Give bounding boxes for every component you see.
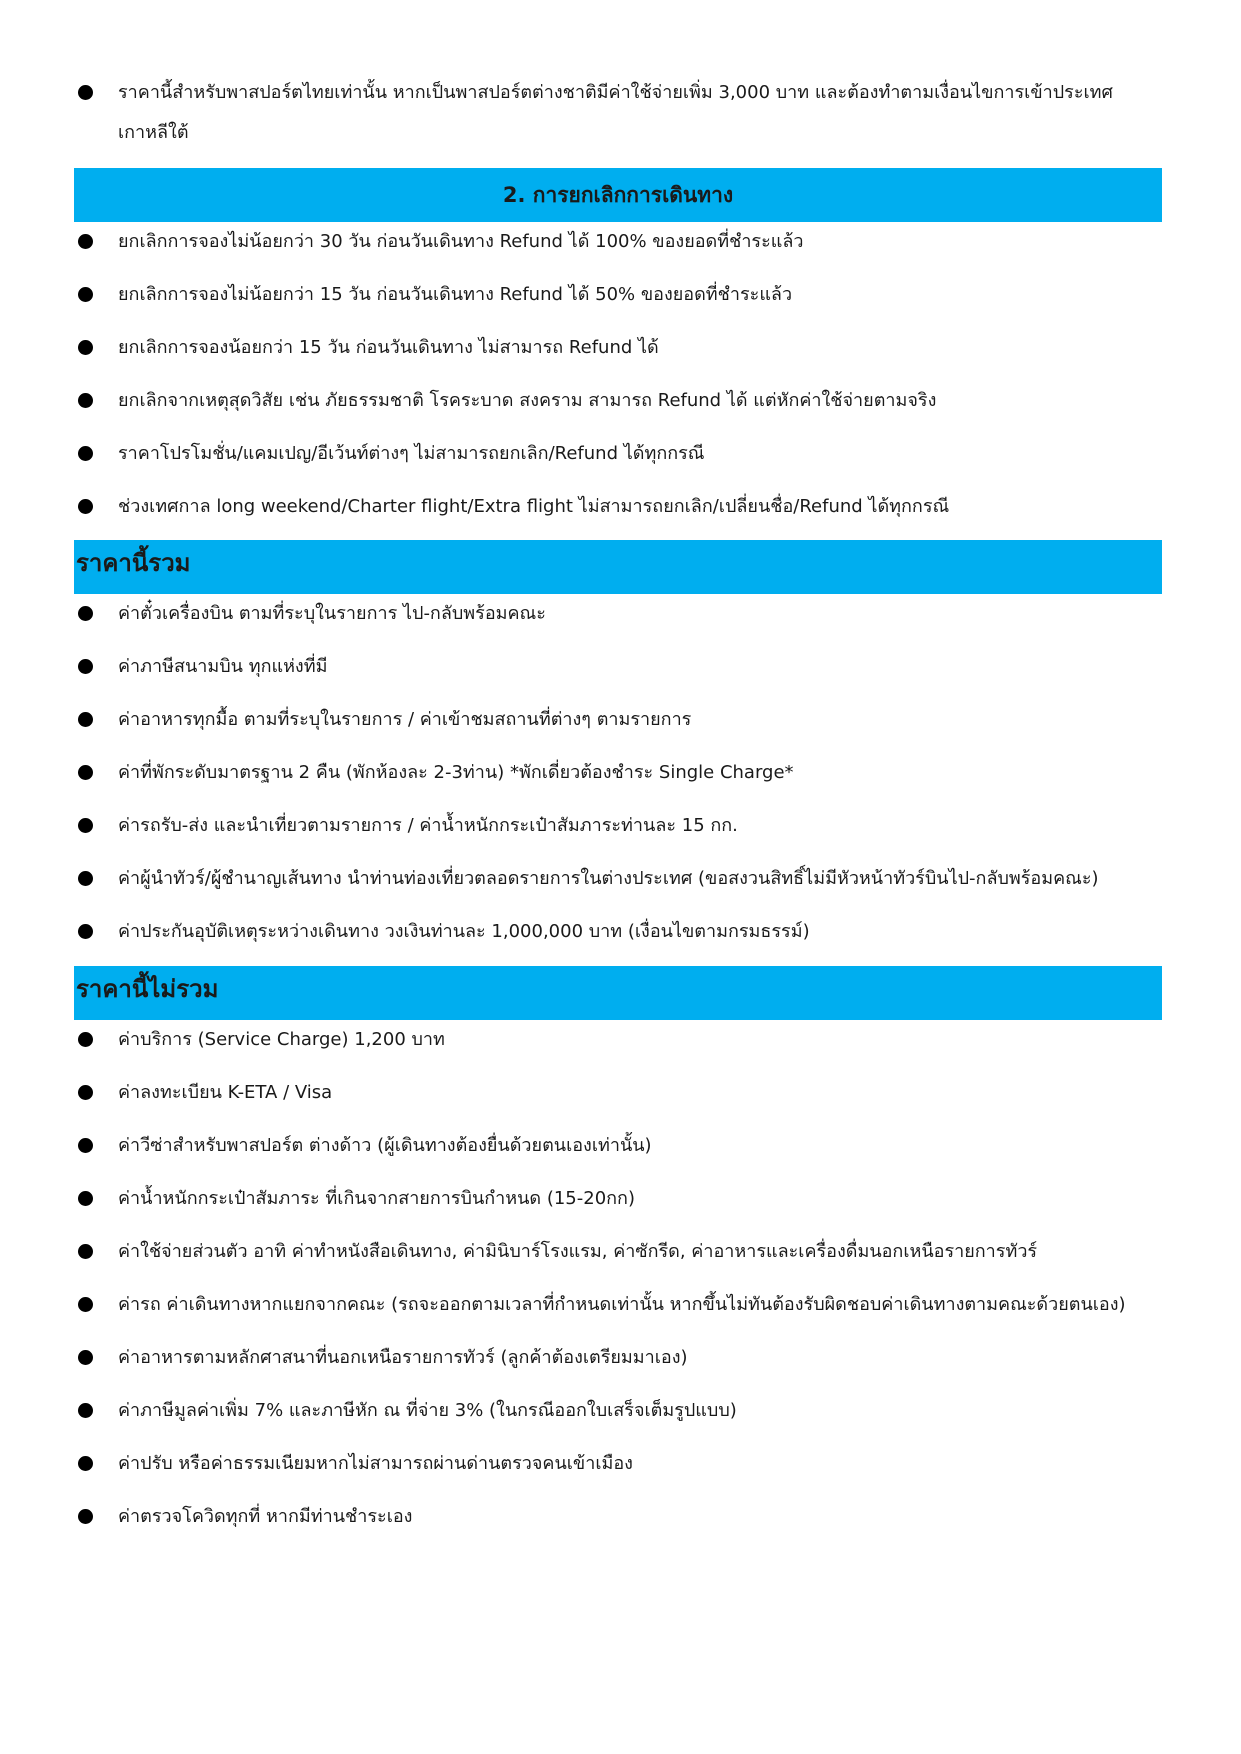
bullet-icon	[78, 234, 93, 249]
cancel-item	[78, 328, 1168, 368]
included-heading: ราคานี้รวม	[76, 549, 191, 577]
bullet-icon	[78, 499, 93, 514]
bullet-icon	[78, 287, 93, 302]
bullet-icon	[78, 340, 93, 355]
excluded-section-header	[74, 966, 1162, 1020]
included-item	[78, 700, 1168, 740]
bullet-icon	[78, 1456, 93, 1471]
excluded-item-text: ค่าปรับ หรือค่าธรรมเนียมหากไม่สามารถผ่านด่านตรวจคนเข้าเมือง	[118, 1453, 633, 1474]
excluded-item-text: ค่าน้ำหนักกระเป๋าสัมภาระ ที่เกินจากสายการบินกำหนด (15-20กก)	[118, 1188, 635, 1209]
included-item-text: ค่าภาษีสนามบิน ทุกแห่งที่มี	[118, 656, 328, 677]
cancel-item	[78, 434, 1168, 474]
excluded-item	[78, 1285, 1168, 1325]
included-item	[78, 912, 1168, 952]
included-item-text: ค่าที่พักระดับมาตรฐาน 2 คืน (พักห้องละ 2-3ท่าน) *พักเดี่ยวต้องชำระ Single Charge*	[118, 762, 794, 783]
bullet-icon	[78, 1403, 93, 1418]
bullet-icon	[78, 871, 93, 886]
cancel-item	[78, 487, 1168, 527]
intro-item-text: ราคานี้สำหรับพาสปอร์ตไทยเท่านั้น หากเป็นพาสปอร์ตต่างชาติมีค่าใช้จ่ายเพิ่ม 3,000 บาท และต้องทำตามเงื่อนไขการเข้าประเทศ เกาหลีใต้	[118, 82, 1113, 143]
cancel-item	[78, 275, 1168, 315]
included-item-text: ค่าตั๋วเครื่องบิน ตามที่ระบุในรายการ ไป-กลับพร้อมคณะ	[118, 603, 546, 624]
bullet-icon	[78, 1032, 93, 1047]
bullet-icon	[78, 446, 93, 461]
bullet-icon	[78, 1244, 93, 1259]
excluded-item	[78, 1126, 1168, 1166]
cancel-section-header	[74, 168, 1162, 222]
excluded-item-text: ค่ารถ ค่าเดินทางหากแยกจากคณะ (รถจะออกตามเวลาที่กำหนดเท่านั้น หากขึ้นไม่ทันต้องรับผิดชอบค่าเดินทางตามคณะด้วยตนเอง)	[118, 1294, 1126, 1315]
cancel-item	[78, 381, 1168, 421]
excluded-item-text: ค่าใช้จ่ายส่วนตัว อาทิ ค่าทำหนังสือเดินทาง, ค่ามินิบาร์โรงแรม, ค่าซักรีด, ค่าอาหารและเครื่องดื่มนอกเหนือรายการทัวร์	[118, 1241, 1038, 1262]
bullet-icon	[78, 1509, 93, 1524]
included-section-header	[74, 540, 1162, 594]
bullet-icon	[78, 606, 93, 621]
excluded-item-text: ค่าภาษีมูลค่าเพิ่ม 7% และภาษีหัก ณ ที่จ่าย 3% (ในกรณีออกใบเสร็จเต็มรูปแบบ)	[118, 1400, 737, 1421]
cancel-item-text: ยกเลิกจากเหตุสุดวิสัย เช่น ภัยธรรมชาติ โรคระบาด สงคราม สามารถ Refund ได้ แต่หักค่าใช้จ่ายตามจริง	[118, 390, 937, 411]
excluded-item-text: ค่าลงทะเบียน K-ETA / Visa	[118, 1082, 333, 1103]
included-item	[78, 806, 1168, 846]
excluded-item-text: ค่าตรวจโควิดทุกที่ หากมีท่านชำระเอง	[118, 1506, 413, 1527]
bullet-icon	[78, 765, 93, 780]
included-item-text: ค่ารถรับ-ส่ง และนำเที่ยวตามรายการ / ค่าน้ำหนักกระเป๋าสัมภาระท่านละ 15 กก.	[118, 815, 738, 836]
bullet-icon	[78, 1350, 93, 1365]
cancel-item-text: ยกเลิกการจองไม่น้อยกว่า 30 วัน ก่อนวันเดินทาง Refund ได้ 100% ของยอดที่ชำระแล้ว	[118, 231, 804, 252]
cancel-item-text: ยกเลิกการจองไม่น้อยกว่า 15 วัน ก่อนวันเดินทาง Refund ได้ 50% ของยอดที่ชำระแล้ว	[118, 284, 793, 305]
cancel-item-text: ราคาโปรโมชั่น/แคมเปญ/อีเว้นท์ต่างๆ ไม่สามารถยกเลิก/Refund ได้ทุกกรณี	[118, 443, 705, 464]
cancel-heading: 2. การยกเลิกการเดินทาง	[502, 182, 734, 207]
included-item-text: ค่าผู้นำทัวร์/ผู้ชำนาญเส้นทาง นำท่านท่องเที่ยวตลอดรายการในต่างประเทศ (ขอสงวนสิทธิ์ไม่มีหัวหน้าทัวร์บินไป-กลับพร้อมคณะ)	[118, 868, 1099, 889]
included-item	[78, 594, 1168, 634]
excluded-heading: ราคานี้ไม่รวม	[76, 975, 219, 1003]
excluded-item	[78, 1020, 1168, 1060]
excluded-item-text: ค่าอาหารตามหลักศาสนาที่นอกเหนือรายการทัวร์ (ลูกค้าต้องเตรียมมาเอง)	[118, 1347, 688, 1368]
bullet-icon	[78, 659, 93, 674]
excluded-item	[78, 1391, 1168, 1431]
bullet-icon	[78, 1085, 93, 1100]
excluded-item	[78, 1338, 1168, 1378]
bullet-icon	[78, 924, 93, 939]
cancel-item	[78, 222, 1168, 262]
included-item	[78, 753, 1168, 793]
bullet-icon	[78, 85, 93, 100]
intro-item	[78, 73, 1168, 153]
included-item	[78, 859, 1168, 899]
included-item-text: ค่าอาหารทุกมื้อ ตามที่ระบุในรายการ / ค่าเข้าชมสถานที่ต่างๆ ตามรายการ	[118, 709, 692, 730]
included-item-text: ค่าประกันอุบัติเหตุระหว่างเดินทาง วงเงินท่านละ 1,000,000 บาท (เงื่อนไขตามกรมธรรม์)	[118, 921, 810, 942]
excluded-item	[78, 1497, 1168, 1537]
bullet-icon	[78, 712, 93, 727]
excluded-item-text: ค่าวีซ่าสำหรับพาสปอร์ต ต่างด้าว (ผู้เดินทางต้องยื่นด้วยตนเองเท่านั้น)	[118, 1135, 652, 1156]
bullet-icon	[78, 818, 93, 833]
included-item	[78, 647, 1168, 687]
bullet-icon	[78, 1297, 93, 1312]
excluded-item-text: ค่าบริการ (Service Charge) 1,200 บาท	[118, 1029, 445, 1050]
excluded-item	[78, 1073, 1168, 1113]
bullet-icon	[78, 1138, 93, 1153]
excluded-item	[78, 1179, 1168, 1219]
bullet-icon	[78, 393, 93, 408]
cancel-item-text: ยกเลิกการจองน้อยกว่า 15 วัน ก่อนวันเดินทาง ไม่สามารถ Refund ได้	[118, 337, 659, 358]
cancel-item-text: ช่วงเทศกาล long weekend/Charter flight/Extra flight ไม่สามารถยกเลิก/เปลี่ยนชื่อ/Refund ได้ทุกกรณี	[118, 496, 950, 517]
excluded-item	[78, 1232, 1168, 1272]
excluded-item	[78, 1444, 1168, 1484]
bullet-icon	[78, 1191, 93, 1206]
